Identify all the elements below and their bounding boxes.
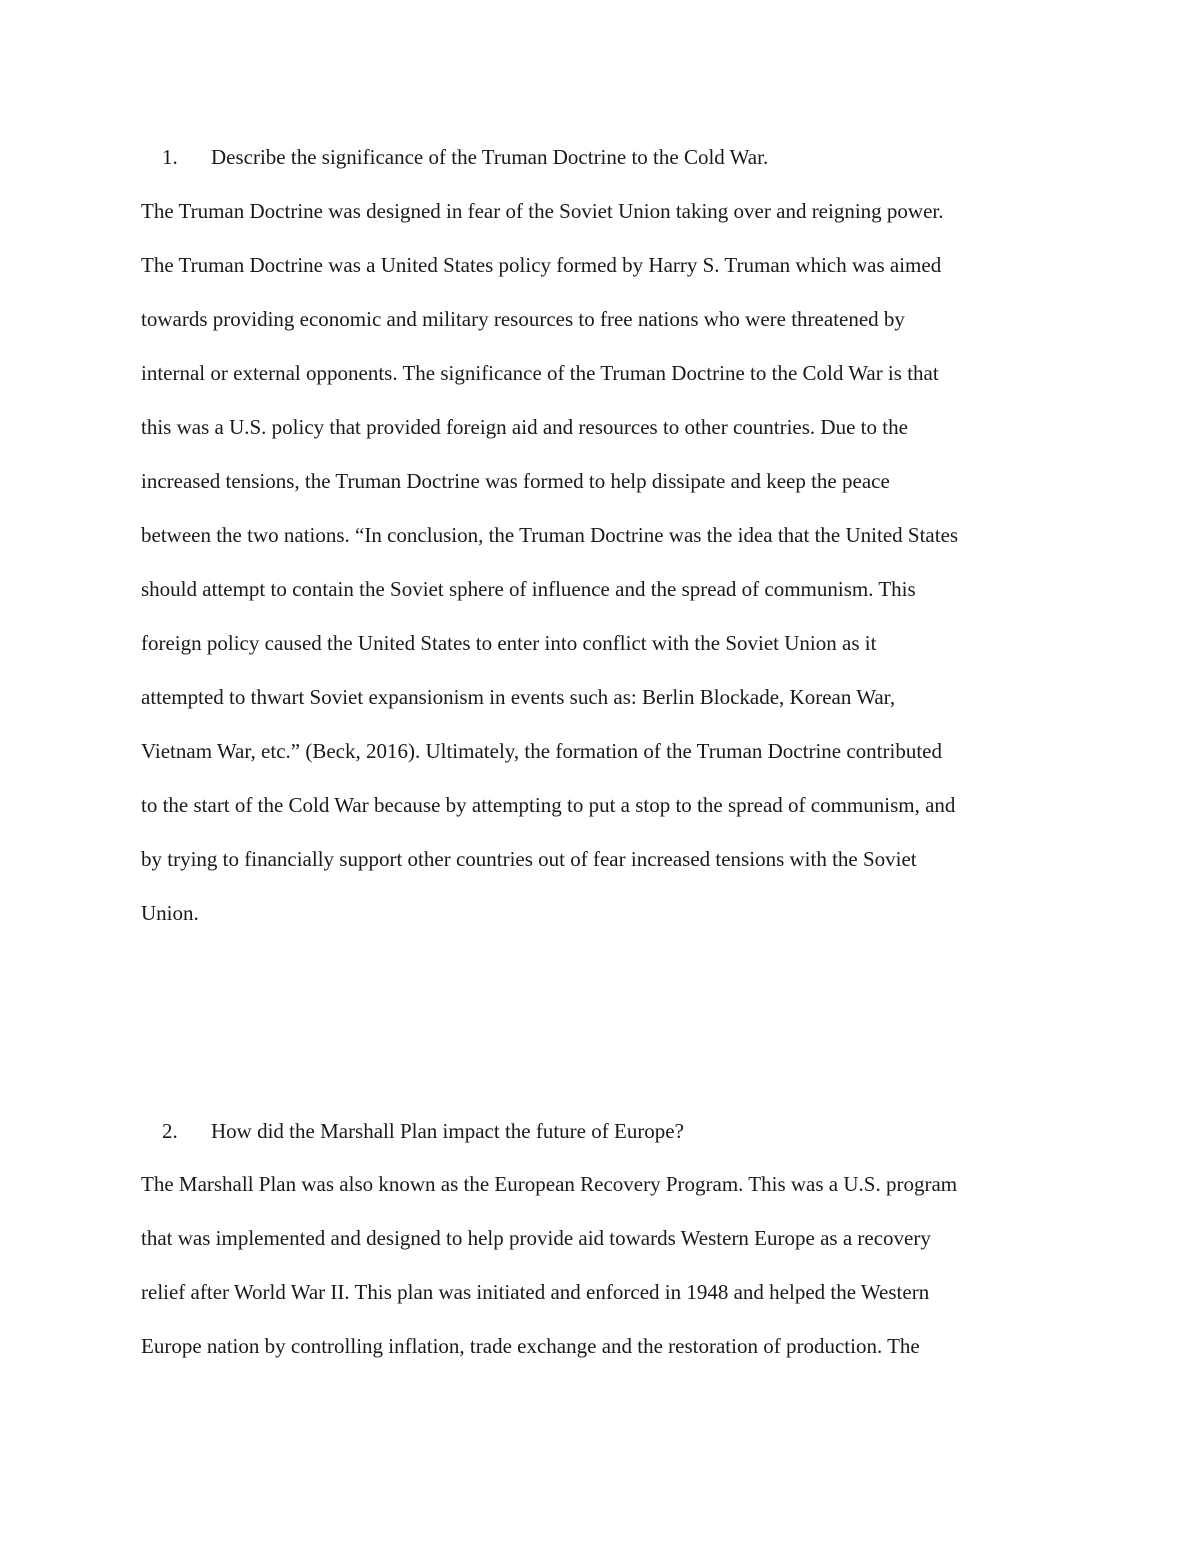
question-2-number: 2. [162, 1119, 178, 1143]
answer-1-line: this was a U.S. policy that provided foreign aid and resources to other countries. Due to the [141, 415, 908, 439]
question-1-prompt: Describe the significance of the Truman Doctrine to the Cold War. [211, 145, 769, 169]
answer-2-line: Europe nation by controlling inflation, trade exchange and the restoration of production. The [141, 1334, 920, 1358]
answer-2-line: relief after World War II. This plan was initiated and enforced in 1948 and helped the Western [141, 1280, 930, 1304]
answer-1-line: towards providing economic and military resources to free nations who were threatened by [141, 307, 905, 331]
answer-1-line: to the start of the Cold War because by attempting to put a stop to the spread of communism, and [141, 793, 956, 817]
answer-1-line: attempted to thwart Soviet expansionism in events such as: Berlin Blockade, Korean War, [141, 685, 896, 709]
question-1-number: 1. [162, 145, 178, 169]
answer-2-line: that was implemented and designed to help provide aid towards Western Europe as a recovery [141, 1226, 931, 1250]
answer-1-line: increased tensions, the Truman Doctrine was formed to help dissipate and keep the peace [141, 469, 890, 493]
answer-1-line: by trying to financially support other countries out of fear increased tensions with the Soviet [141, 847, 917, 871]
answer-1-line: Union. [141, 901, 199, 925]
answer-1-line: foreign policy caused the United States to enter into conflict with the Soviet Union as it [141, 631, 877, 655]
answer-1-line: Vietnam War, etc.” (Beck, 2016). Ultimately, the formation of the Truman Doctrine contributed [141, 739, 942, 763]
answer-1-line: The Truman Doctrine was a United States policy formed by Harry S. Truman which was aimed [141, 253, 942, 277]
answer-1-line: The Truman Doctrine was designed in fear of the Soviet Union taking over and reigning power. [141, 199, 944, 223]
answer-1-line: should attempt to contain the Soviet sphere of influence and the spread of communism. This [141, 577, 916, 601]
answer-1-line: between the two nations. “In conclusion, the Truman Doctrine was the idea that the United States [141, 523, 959, 547]
question-1-heading [162, 142, 768, 172]
answer-1-line: internal or external opponents. The significance of the Truman Doctrine to the Cold War is that [141, 361, 939, 385]
question-2-heading [162, 1116, 684, 1146]
question-2-prompt: How did the Marshall Plan impact the future of Europe? [211, 1119, 684, 1143]
answer-2-line: The Marshall Plan was also known as the European Recovery Program. This was a U.S. program [141, 1172, 958, 1196]
